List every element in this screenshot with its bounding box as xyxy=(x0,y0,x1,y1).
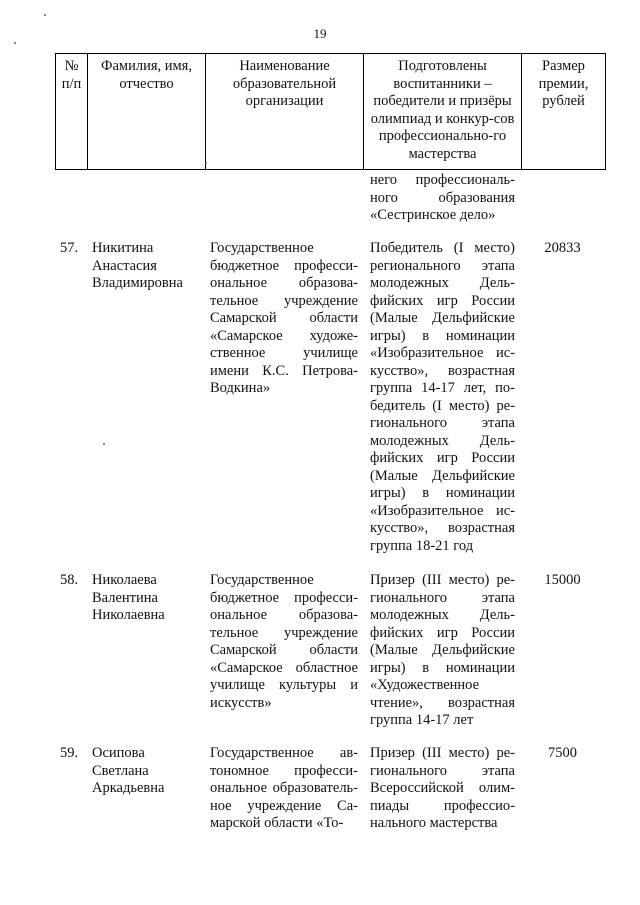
header-number: № п/п xyxy=(56,54,88,170)
row-organization: Государственное ав-тономное професси-ональное образователь-ное учреждение Са-марской области «То- xyxy=(210,745,358,831)
row-organization: Государственное бюджетное професси-ональное образова-тельное учреждение Самарской области «Самарское художе-ственное училище имени К.С. Петрова-Водкина» xyxy=(210,240,358,396)
scan-speck xyxy=(14,42,16,44)
table-header xyxy=(55,53,606,170)
scan-speck xyxy=(205,162,207,164)
row-prize-amount: 20833 xyxy=(544,240,581,256)
row-number: 58. xyxy=(60,572,79,588)
scan-speck xyxy=(44,14,46,16)
row-achievements: Призер (III место) ре-гионального этапа молодежных Дель-фийских игр России (Малые Дельфийские игры) в номинации «Художественное чтение», возрастная группа 14-17 лет xyxy=(370,572,515,728)
continuation-text: него профессиональ-ного образования «Сестринское дело» xyxy=(370,172,515,223)
header-achievements: Подготовлены воспитанники – победители и призёры олимпиад и конкур-сов профессионально-го мастерства xyxy=(364,54,522,170)
row-prize-amount: 15000 xyxy=(544,572,581,588)
row-prize-amount: 7500 xyxy=(548,745,577,761)
scan-speck xyxy=(103,443,105,445)
header-prize-amount: Размер премии, рублей xyxy=(522,54,606,170)
row-organization: Государственное бюджетное професси-ональное образова-тельное учреждение Самарской области «Самарское областное училище культуры и искусств» xyxy=(210,572,358,711)
row-number: 57. xyxy=(60,240,79,256)
header-full-name: Фамилия, имя, отчество xyxy=(88,54,206,170)
row-number: 59. xyxy=(60,745,79,761)
header-organization: Наименование образовательной организации xyxy=(206,54,364,170)
page-number: 19 xyxy=(313,26,327,41)
row-achievements: Призер (III место) ре-гионального этапа Всероссийской олим-пиады профессио-нального мастерства xyxy=(370,745,515,831)
row-full-name: Николаева Валентина Николаевна xyxy=(92,572,165,623)
header-row xyxy=(56,54,606,170)
row-achievements: Победитель (I место) регионального этапа молодежных Дель-фийских игр России (Малые Дельфийские игры) в номинации «Изобразительное ис-кусство», возрастная группа 14-17 лет, по-бедитель (I место) ре-гионального этапа молодежных Дель-фийских игр России (Малые Дельфийские игры) в номинации «Изобразительное ис-кусство», возрастная группа 18-21 год xyxy=(370,240,515,554)
row-full-name: Осипова Светлана Аркадьевна xyxy=(92,745,165,796)
row-full-name: Никитина Анастасия Владимировна xyxy=(92,240,183,291)
